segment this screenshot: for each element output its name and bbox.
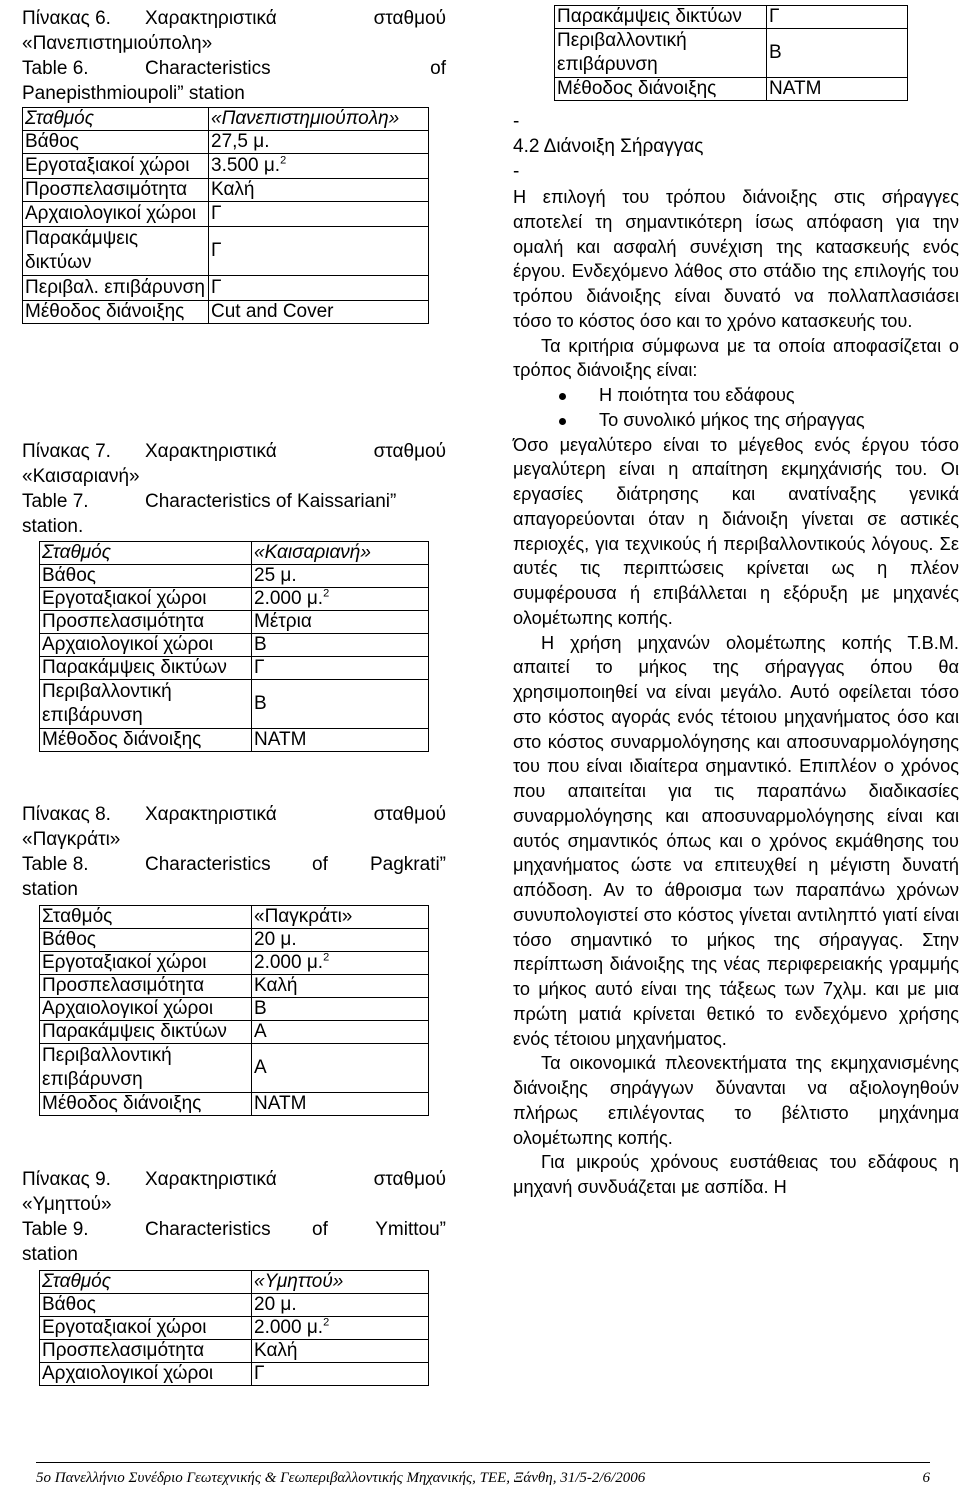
paragraph: Τα οικονομικά πλεονεκτήματα της εκμηχανισμένης διάνοιξης σηράγγων δύνανται να αξιολογηθούν πλήρως επιλέγοντας το βέλτιστο μηχάνημα ολομέτωπης κοπής. (513, 1053, 959, 1148)
table-row: Προσπελασιμότητα Καλή (23, 179, 429, 202)
dash-separator: - (513, 161, 520, 182)
table-row: Βάθος 20 μ. (40, 929, 429, 952)
table9-continued (554, 5, 908, 101)
paragraph: Όσο μεγαλύτερο είναι το μέγεθος ενός έργου τόσο μεγαλύτερη είναι η απαίτηση εκμηχάνισής του. Οι εργασίες διάτρησης και ανατίναξης γενικά απαγορεύονται όταν η διάνοιξη γίνεται σε αστικές περιοχές, για τεχνικούς ή περιβαλλοντικούς λόγους. Σε αυτές τις περιπτώσεις κρίνεται ως η πλέον συμφέρουσα ή επιβάλλεται η εξόρυξη με μηχανές ολομέτωπης κοπής. (513, 434, 959, 628)
table-row: Βάθος 25 μ. (40, 565, 429, 588)
table-row: Σταθμός «Παγκράτι» (40, 906, 429, 929)
table9 (39, 1270, 429, 1386)
table-row: Μέθοδος διάνοιξης NATM (40, 729, 429, 752)
page-number: 6 (922, 1470, 930, 1486)
table-row: Εργοταξιακοί χώροι 2.000 μ.$^2$ (40, 588, 429, 611)
body-text (513, 185, 959, 1200)
table-row: Αρχαιολογικοί χώροι Γ (23, 202, 429, 227)
table-row: Περιβαλλοντική επιβάρυνση Α (40, 1044, 429, 1093)
table-row: Εργοταξιακοί χώροι 2.000 μ.$^2$ (40, 1317, 429, 1340)
table-row: Αρχαιολογικοί χώροι Γ (40, 1363, 429, 1386)
table-row: Περιβαλ. επιβάρυνση Γ (23, 276, 429, 301)
page-footer (36, 1462, 930, 1487)
table-row: Μέθοδος διάνοιξης NATM (555, 78, 908, 101)
paragraph: Η επιλογή του τρόπου διάνοιξης στις σήραγγες αποτελεί τη σημαντικότερη ίσως απόφαση για την ομαλή και ασφαλή συνέχιση της κατασκευής ενός έργου. Ενδεχόμενο λάθος στο στάδιο της επιλογής του τρόπου διάνοιξης είναι δυνατό να πολλαπλασιάσει τόσο το κόστος όσο και το χρόνο κατασκευής του. (513, 187, 959, 331)
table-row: Βάθος 27,5 μ. (23, 131, 429, 154)
table8 (39, 905, 429, 1116)
table-row: Παρακάμψεις δικτύων Α (40, 1021, 429, 1044)
list-item: Το συνολικό μήκος της σήραγγας (513, 408, 959, 433)
table-row: Παρακάμψεις δικτύων Γ (555, 6, 908, 29)
section-heading: 4.2 Διάνοιξη Σήραγγας (513, 136, 704, 157)
table-row: Σταθμός «Πανεπιστημιούπολη» (23, 108, 429, 131)
table6 (22, 107, 429, 324)
table-row: Προσπελασιμότητα Καλή (40, 975, 429, 998)
list-item: Η ποιότητα του εδάφους (513, 383, 959, 408)
table-row: Προσπελασιμότητα Καλή (40, 1340, 429, 1363)
table-row: Μέθοδος διάνοιξης Cut and Cover (23, 301, 429, 324)
table-row: Παρακάμψεις δικτύων Γ (40, 657, 429, 680)
table-row: Παρακάμψεις δικτύων Γ (23, 227, 429, 276)
bullet-icon (559, 393, 566, 400)
table-row: Αρχαιολογικοί χώροι Β (40, 634, 429, 657)
table-row: Προσπελασιμότητα Μέτρια (40, 611, 429, 634)
footer-text: 5ο Πανελλήνιο Συνέδριο Γεωτεχνικής & Γεωπεριβαλλοντικής Μηχανικής, ΤΕΕ, Ξάνθη, 31/5-2/6/2006 (36, 1470, 646, 1486)
table-row: Βάθος 20 μ. (40, 1294, 429, 1317)
dash-separator: - (513, 111, 520, 132)
paragraph: Τα κριτήρια σύμφωνα με τα οποία αποφασίζεται ο τρόπος διάνοιξης είναι: (513, 335, 959, 381)
bullet-icon (559, 418, 566, 425)
paragraph: Η χρήση μηχανών ολομέτωπης κοπής Τ.Β.Μ. απαιτεί το μήκος της σήραγγας όπου θα χρησιμοποιηθεί να είναι μεγάλο. Αυτό οφείλεται τόσο στο κόστος αγοράς ενός τέτοιου μηχανήματος όσο και στο κόστος συναρμολόγησης και αποσυναρμολόγησης του που είναι ιδιαίτερα σημαντικό. Επιπλέον ο χρόνος που απαιτείται για τις παραπάνω διαδικασίες συναρμολόγησης και αποσυναρμολόγησης είναι και αυτός σημαντικός όπως και ο χρόνος εκμάθησης του μηχανήματος ώστε να επιτευχθεί η μέγιστη δυνατή απόδοση. Αν το άθροισμα των παραπάνω χρόνων συνυπολογιστεί στο κόστος γίνεται αντιληπτό γιατί είναι τόσο σημαντικό το μήκος της σήραγγας. Στην περίπτωση διάνοιξης της νέας περιφερειακής γραμμής το μήκος αυτό είναι της τάξεως των 7χλμ. και με μια πρώτη ματιά κρίνεται θετικό το ενδεχόμενο χρήσης ενός τέτοιου μηχανήματος. (513, 632, 959, 1049)
table-row: Σταθμός «Υμηττού» (40, 1271, 429, 1294)
table-row: Εργοταξιακοί χώροι 3.500 μ.$^2$ (23, 154, 429, 179)
table-row: Εργοταξιακοί χώροι 2.000 μ.$^2$ (40, 952, 429, 975)
table-row: Μέθοδος διάνοιξης NATM (40, 1093, 429, 1116)
table7 (39, 541, 429, 752)
table-row: Σταθμός «Καισαριανή» (40, 542, 429, 565)
table-row: Αρχαιολογικοί χώροι Β (40, 998, 429, 1021)
paragraph: Για μικρούς χρόνους ευστάθειας του εδάφους η μηχανή συνδυάζεται με ασπίδα. Η (513, 1152, 959, 1197)
table-row: Περιβαλλοντική επιβάρυνση Β (40, 680, 429, 729)
table-row: Περιβαλλοντική επιβάρυνση Β (555, 29, 908, 78)
criteria-list (513, 383, 959, 433)
